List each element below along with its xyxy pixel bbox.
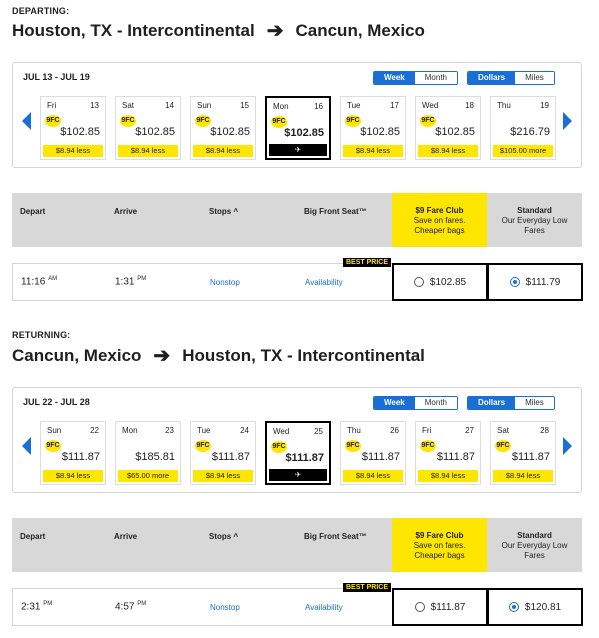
date-card-weekday: Sun (47, 426, 62, 435)
fare-club-badge: 9FC (271, 441, 287, 453)
date-card-day-number: 19 (540, 101, 549, 110)
returning-flight-row (12, 584, 582, 626)
fare-club-badge: 9FC (495, 440, 511, 452)
date-card-savings: $8.94 less (43, 145, 103, 157)
date-card-savings: $8.94 less (418, 470, 478, 482)
returning-origin: Cancun, Mexico (12, 345, 142, 365)
departing-route (12, 18, 425, 43)
fare-club-badge: 9FC (45, 440, 61, 452)
standard-header (487, 193, 582, 247)
departing-fare-header (12, 193, 582, 247)
fare-club-price: $111.87 (430, 601, 466, 613)
fare-club-badge: 9FC (45, 115, 61, 127)
fare-club-sub: Save on fares. (413, 216, 466, 225)
seat-availability-link[interactable]: Availability (305, 603, 343, 612)
returning-route (12, 343, 425, 368)
fare-club-header (392, 193, 487, 247)
date-card-weekday: Sat (122, 101, 135, 110)
departing-label: DEPARTING: (12, 6, 70, 16)
standard-title: Standard (517, 206, 552, 215)
date-card-day-number: 18 (465, 101, 474, 110)
date-card-weekday: Fri (47, 101, 57, 110)
standard-title: Standard (517, 531, 552, 540)
date-range: JUL 13 - JUL 19 (23, 72, 90, 82)
fare-club-badge: 9FC (345, 115, 361, 127)
radio-icon (414, 277, 424, 287)
date-card-day-number: 17 (390, 101, 399, 110)
date-card-day-number: 24 (240, 426, 249, 435)
date-card-day-number: 28 (540, 426, 549, 435)
stops-sort-header[interactable]: Stops ^ (209, 532, 239, 541)
date-card-weekday: Wed (273, 427, 290, 436)
date-card-price: $102.85 (360, 126, 400, 138)
best-price-badge: BEST PRICE (343, 583, 391, 592)
date-card[interactable] (265, 96, 331, 160)
week-month-toggle (373, 71, 458, 85)
date-card-day-number: 22 (90, 426, 99, 435)
standard-header (487, 518, 582, 572)
date-card-price: $111.87 (361, 451, 400, 463)
fare-club-option[interactable] (392, 263, 488, 301)
date-card-savings: $8.94 less (493, 470, 553, 482)
date-card-price: $102.85 (284, 127, 324, 139)
date-card-price: $216.79 (510, 126, 550, 138)
date-card-weekday: Tue (347, 101, 361, 110)
miles-toggle[interactable]: Miles (515, 72, 554, 84)
date-card-savings: $8.94 less (343, 145, 403, 157)
departing-origin: Houston, TX - Intercontinental (12, 20, 255, 40)
arrive-column-header: Arrive (114, 532, 138, 541)
stops-link[interactable]: Nonstop (210, 278, 240, 287)
month-toggle[interactable]: Month (415, 72, 457, 84)
date-card-weekday: Fri (422, 426, 432, 435)
date-card-price: $111.87 (436, 451, 475, 463)
standard-fare-option[interactable] (487, 588, 583, 626)
date-card[interactable] (340, 421, 406, 485)
best-price-badge: BEST PRICE (343, 258, 391, 267)
date-card-weekday: Thu (347, 426, 361, 435)
date-card-price: $111.87 (511, 451, 550, 463)
date-card-weekday: Sat (497, 426, 510, 435)
date-card-price: $111.87 (211, 451, 250, 463)
next-week-arrow-icon[interactable] (563, 437, 572, 455)
depart-time: 2:31 $^{PM}$ (21, 601, 53, 613)
date-card[interactable] (415, 421, 481, 485)
week-toggle[interactable]: Week (374, 72, 415, 84)
prev-week-arrow-icon[interactable] (22, 437, 31, 455)
date-card-weekday: Sun (197, 101, 212, 110)
dollars-toggle[interactable]: Dollars (468, 397, 515, 409)
returning-destination: Houston, TX - Intercontinental (182, 345, 425, 365)
dollars-toggle[interactable]: Dollars (468, 72, 515, 84)
date-card-savings: $8.94 less (43, 470, 103, 482)
date-card-day-number: 25 (314, 427, 323, 436)
date-card[interactable] (40, 421, 106, 485)
date-card-price: $111.87 (61, 451, 100, 463)
date-card[interactable] (115, 421, 181, 485)
depart-column-header: Depart (20, 532, 46, 541)
fare-club-badge: 9FC (195, 115, 211, 127)
date-card-savings: $8.94 less (418, 145, 478, 157)
month-toggle[interactable]: Month (415, 397, 457, 409)
date-card-savings: $8.94 less (343, 470, 403, 482)
arrive-time: 1:31 $^{PM}$ (115, 276, 147, 288)
date-card-savings: $8.94 less (193, 145, 253, 157)
stops-sort-header[interactable]: Stops ^ (209, 207, 239, 216)
departing-flight-row (12, 259, 582, 301)
date-card[interactable] (490, 421, 556, 485)
fare-club-title: $9 Fare Club (415, 531, 464, 540)
date-card-weekday: Tue (197, 426, 211, 435)
big-front-seat-header: Big Front Seat™ (304, 532, 367, 541)
date-card-day-number: 14 (165, 101, 174, 110)
date-card[interactable] (190, 421, 256, 485)
fare-club-badge: 9FC (420, 115, 436, 127)
dollars-miles-toggle (467, 396, 555, 410)
date-card[interactable] (265, 421, 331, 485)
date-card-day-number: 16 (314, 102, 323, 111)
standard-sub2: Fares (524, 551, 545, 560)
date-card-day-number: 27 (465, 426, 474, 435)
arrow-right-icon: ➔ (266, 20, 284, 42)
radio-icon (415, 602, 425, 612)
depart-time: 11:16 $^{AM}$ (21, 276, 58, 288)
fare-club-sub: Save on fares. (413, 541, 466, 550)
date-card-savings: $8.94 less (193, 470, 253, 482)
next-week-arrow-icon[interactable] (563, 112, 572, 130)
date-card-day-number: 23 (165, 426, 174, 435)
date-card[interactable] (415, 96, 481, 160)
date-card[interactable] (490, 96, 556, 160)
arrive-time: 4:57 $^{PM}$ (115, 601, 147, 613)
date-card-price: $102.85 (60, 126, 100, 138)
radio-selected-icon (509, 602, 519, 612)
returning-fare-header (12, 518, 582, 572)
fare-club-option[interactable] (392, 588, 488, 626)
fare-club-price: $102.85 (429, 276, 467, 288)
date-card-day-number: 26 (390, 426, 399, 435)
fare-club-sub2: Cheaper bags (414, 551, 465, 560)
fare-club-title: $9 Fare Club (415, 206, 464, 215)
date-card-price: $111.87 (285, 452, 324, 464)
date-card-price: $102.85 (135, 126, 175, 138)
date-card[interactable] (115, 96, 181, 160)
date-card[interactable] (340, 96, 406, 160)
fare-club-header (392, 518, 487, 572)
week-month-toggle (373, 396, 458, 410)
standard-sub2: Fares (524, 226, 545, 235)
fare-club-badge: 9FC (120, 115, 136, 127)
standard-price: $111.79 (525, 276, 561, 288)
standard-sub: Our Everyday Low (501, 541, 568, 550)
date-card-weekday: Wed (422, 101, 439, 110)
radio-selected-icon (510, 277, 520, 287)
returning-date-selector (12, 387, 582, 493)
fare-club-badge: 9FC (195, 440, 211, 452)
date-range: JUL 22 - JUL 28 (23, 397, 90, 407)
date-card-savings: $65.00 more (118, 470, 178, 482)
fare-club-badge: 9FC (345, 440, 361, 452)
date-card-savings: $105.00 more (493, 145, 553, 157)
fare-club-badge: 9FC (420, 440, 436, 452)
date-card-price: $102.85 (210, 126, 250, 138)
standard-sub: Our Everyday Low (501, 216, 568, 225)
big-front-seat-header: Big Front Seat™ (304, 207, 367, 216)
departing-destination: Cancun, Mexico (295, 20, 425, 40)
date-card-day-number: 13 (90, 101, 99, 110)
date-card-price: $185.81 (135, 451, 175, 463)
date-card-day-number: 15 (240, 101, 249, 110)
date-card-weekday: Thu (497, 101, 511, 110)
arrive-column-header: Arrive (114, 207, 138, 216)
fare-club-sub2: Cheaper bags (414, 226, 465, 235)
standard-price: $120.81 (524, 601, 562, 613)
date-card-price: $102.85 (435, 126, 475, 138)
date-card-weekday: Mon (122, 426, 138, 435)
plane-icon: ✈ (269, 469, 327, 481)
standard-fare-option[interactable] (487, 263, 583, 301)
departing-date-selector (12, 62, 582, 168)
date-card[interactable] (190, 96, 256, 160)
week-toggle[interactable]: Week (374, 397, 415, 409)
miles-toggle[interactable]: Miles (515, 397, 554, 409)
dollars-miles-toggle (467, 71, 555, 85)
arrow-right-icon: ➔ (153, 345, 171, 367)
fare-club-badge: 9FC (271, 116, 287, 128)
date-card-weekday: Mon (273, 102, 289, 111)
date-card-savings: $8.94 less (118, 145, 178, 157)
date-card[interactable] (40, 96, 106, 160)
returning-label: RETURNING: (12, 330, 71, 340)
seat-availability-link[interactable]: Availability (305, 278, 343, 287)
plane-icon: ✈ (269, 144, 327, 156)
stops-link[interactable]: Nonstop (210, 603, 240, 612)
prev-week-arrow-icon[interactable] (22, 112, 31, 130)
depart-column-header: Depart (20, 207, 46, 216)
